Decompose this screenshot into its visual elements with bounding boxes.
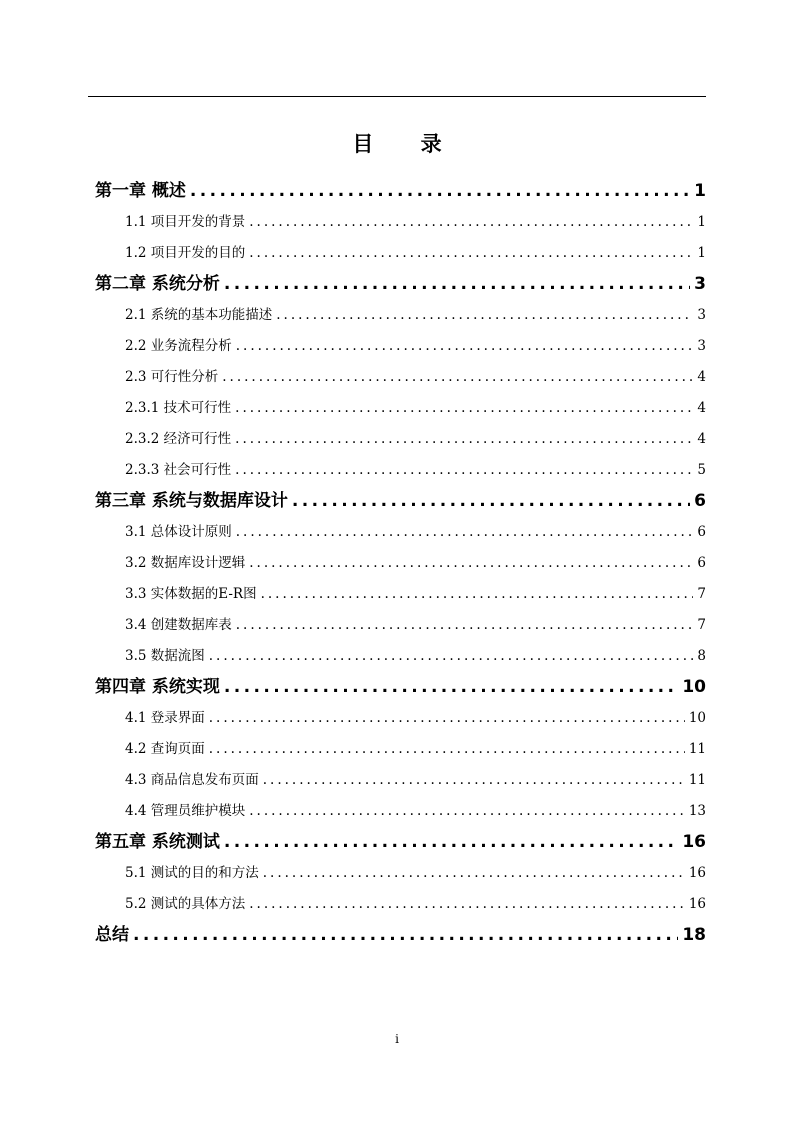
- toc-entry-label: 2.2 业务流程分析: [125, 338, 232, 354]
- toc-chapter-entry[interactable]: [95, 176, 706, 207]
- toc-section-entry[interactable]: [95, 393, 706, 424]
- toc-entry-page: 6: [697, 555, 706, 571]
- toc-entry-page: 1: [697, 245, 706, 261]
- toc-entry-label: 第二章 系统分析: [95, 274, 220, 294]
- toc-entry-page: 5: [697, 462, 706, 478]
- toc-entry-label: 4.3 商品信息发布页面: [125, 772, 259, 788]
- toc-dot-leader: [249, 548, 693, 579]
- toc-entry-page: 16: [682, 832, 706, 852]
- toc-entry-label: 3.4 创建数据库表: [125, 617, 232, 633]
- toc-entry-label: 2.3.1 技术可行性: [125, 400, 232, 416]
- toc-entry-label: 2.3 可行性分析: [125, 369, 219, 385]
- toc-dot-leader: [249, 889, 685, 920]
- toc-entry-page: 10: [682, 677, 706, 697]
- toc-title: 目 录: [352, 132, 462, 156]
- toc-chapter-entry[interactable]: [95, 269, 706, 300]
- toc-section-entry[interactable]: [95, 641, 706, 672]
- toc-section-entry[interactable]: [95, 765, 706, 796]
- toc-entry-page: 4: [697, 369, 706, 385]
- toc-entry-label: 1.1 项目开发的背景: [125, 214, 246, 230]
- toc-entry-label: 1.2 项目开发的目的: [125, 245, 246, 261]
- toc-entry-label: 4.2 查询页面: [125, 741, 205, 757]
- toc-section-entry[interactable]: [95, 858, 706, 889]
- toc-entry-page: 16: [688, 865, 706, 881]
- toc-dot-leader: [222, 362, 693, 393]
- toc-entry-label: 5.2 测试的具体方法: [125, 896, 246, 912]
- toc-chapter-entry[interactable]: [95, 486, 706, 517]
- toc-dot-leader: [209, 703, 685, 734]
- toc-entry-label: 3.3 实体数据的E-R图: [125, 586, 257, 602]
- toc-section-entry[interactable]: [95, 610, 706, 641]
- toc-entry-label: 第一章 概述: [95, 181, 186, 201]
- toc-dot-leader: [236, 331, 694, 362]
- toc-entry-page: 11: [688, 741, 706, 757]
- toc-entry-page: 10: [688, 710, 706, 726]
- toc-dot-leader: [224, 672, 678, 703]
- toc-chapter-entry[interactable]: [95, 672, 706, 703]
- toc-section-entry[interactable]: [95, 703, 706, 734]
- toc-dot-leader: [224, 827, 678, 858]
- toc-dot-leader: [249, 207, 693, 238]
- toc-entry-page: 7: [697, 586, 706, 602]
- toc-entry-label: 总结: [95, 925, 129, 945]
- toc-section-entry[interactable]: [95, 455, 706, 486]
- toc-dot-leader: [236, 517, 694, 548]
- toc-section-entry[interactable]: [95, 207, 706, 238]
- toc-dot-leader: [249, 796, 685, 827]
- toc-dot-leader: [276, 300, 693, 331]
- toc-entry-page: 13: [688, 803, 706, 819]
- toc-section-entry[interactable]: [95, 362, 706, 393]
- toc-dot-leader: [263, 858, 685, 889]
- toc-entry-page: 4: [697, 431, 706, 447]
- toc-section-entry[interactable]: [95, 889, 706, 920]
- toc-entry-page: 3: [697, 307, 706, 323]
- toc-section-entry[interactable]: [95, 300, 706, 331]
- toc-dot-leader: [209, 641, 694, 672]
- toc-entry-page: 3: [697, 338, 706, 354]
- toc-section-entry[interactable]: [95, 517, 706, 548]
- toc-dot-leader: [224, 269, 690, 300]
- toc-section-entry[interactable]: [95, 579, 706, 610]
- toc-entry-label: 2.3.2 经济可行性: [125, 431, 232, 447]
- toc-entry-label: 第四章 系统实现: [95, 677, 220, 697]
- toc-entry-label: 4.4 管理员维护模块: [125, 803, 246, 819]
- toc-dot-leader: [133, 920, 678, 951]
- toc-entry-label: 2.1 系统的基本功能描述: [125, 307, 273, 323]
- toc-entry-label: 2.3.3 社会可行性: [125, 462, 232, 478]
- toc-entry-page: 11: [688, 772, 706, 788]
- toc-dot-leader: [235, 393, 693, 424]
- toc-entry-page: 3: [694, 274, 706, 294]
- toc-entry-label: 3.2 数据库设计逻辑: [125, 555, 246, 571]
- toc-section-entry[interactable]: [95, 734, 706, 765]
- toc-dot-leader: [261, 579, 694, 610]
- header-rule: [88, 96, 706, 97]
- toc-entry-page: 1: [694, 181, 706, 201]
- page-number: i: [395, 1032, 399, 1046]
- toc-dot-leader: [249, 238, 693, 269]
- toc-entry-page: 6: [694, 491, 706, 511]
- toc-dot-leader: [235, 424, 693, 455]
- toc-entry-label: 5.1 测试的目的和方法: [125, 865, 259, 881]
- toc-entry-page: 4: [697, 400, 706, 416]
- toc-dot-leader: [190, 176, 690, 207]
- toc-entry-label: 4.1 登录界面: [125, 710, 205, 726]
- toc-entry-label: 3.1 总体设计原则: [125, 524, 232, 540]
- toc-chapter-entry[interactable]: [95, 920, 706, 951]
- toc-section-entry[interactable]: [95, 331, 706, 362]
- toc-dot-leader: [236, 610, 694, 641]
- toc-entry-page: 7: [697, 617, 706, 633]
- toc-list: [95, 176, 706, 951]
- toc-dot-leader: [235, 455, 693, 486]
- toc-entry-page: 6: [697, 524, 706, 540]
- toc-section-entry[interactable]: [95, 796, 706, 827]
- toc-entry-label: 3.5 数据流图: [125, 648, 205, 664]
- toc-chapter-entry[interactable]: [95, 827, 706, 858]
- toc-dot-leader: [209, 734, 685, 765]
- toc-entry-label: 第五章 系统测试: [95, 832, 220, 852]
- toc-section-entry[interactable]: [95, 548, 706, 579]
- toc-entry-page: 16: [688, 896, 706, 912]
- toc-dot-leader: [263, 765, 685, 796]
- toc-entry-page: 1: [697, 214, 706, 230]
- toc-entry-label: 第三章 系统与数据库设计: [95, 491, 288, 511]
- toc-entry-page: 8: [697, 648, 706, 664]
- toc-dot-leader: [292, 486, 690, 517]
- toc-section-entry[interactable]: [95, 424, 706, 455]
- toc-section-entry[interactable]: [95, 238, 706, 269]
- toc-entry-page: 18: [682, 925, 706, 945]
